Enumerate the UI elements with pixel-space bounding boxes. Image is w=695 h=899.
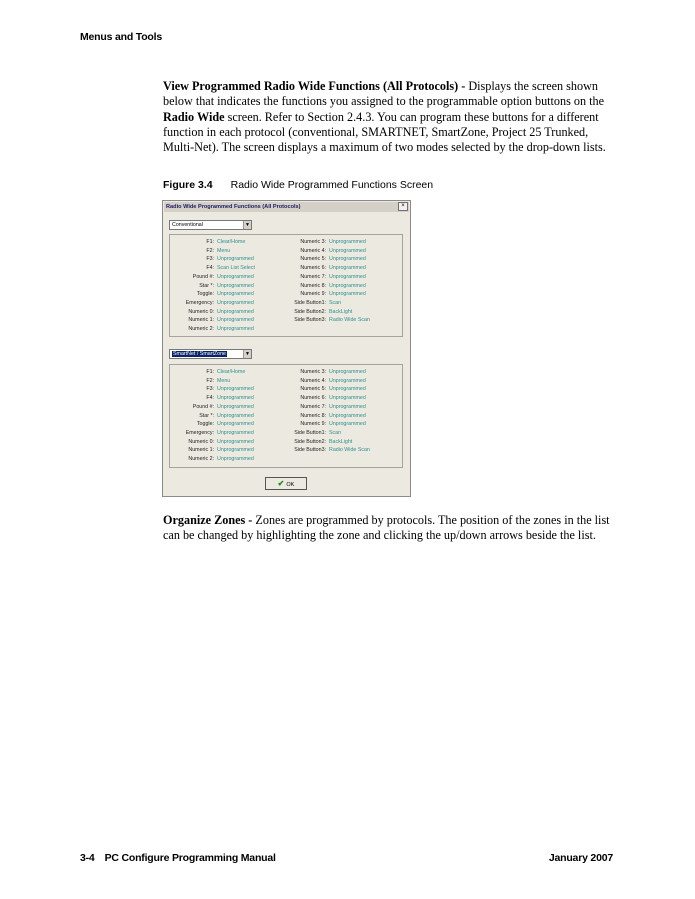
function-value: Unprogrammed [329,386,366,393]
function-label: Emergency: [185,429,214,436]
ok-label: OK [286,482,295,488]
function-label: Toggle: [196,421,214,428]
function-label: Numeric 6: [300,265,326,272]
function-row [172,325,254,333]
function-value: Unprogrammed [217,421,254,428]
function-label: Numeric 4: [300,377,326,384]
function-value: Unprogrammed [217,291,254,298]
function-row [258,412,366,420]
function-label: Numeric 2: [188,326,214,332]
function-row [172,420,254,428]
function-label: Numeric 9: [300,421,326,428]
function-value: Clear/Home [217,239,246,245]
function-value: Unprogrammed [217,403,254,410]
function-row [258,238,366,246]
function-value: Unprogrammed [329,377,366,384]
function-row [258,446,370,454]
function-row [172,308,254,316]
function-value: Unprogrammed [217,429,254,436]
function-row [172,299,254,307]
function-value: Unprogrammed [217,317,254,324]
function-value: Unprogrammed [329,282,366,289]
function-row [258,368,366,376]
function-row [258,299,341,307]
mode-dropdown-value: SmartNet / SmartZone [173,351,226,357]
function-label: Star *: [199,282,214,289]
running-header: Menus and Tools [80,31,162,43]
function-value: Unprogrammed [329,421,366,428]
function-label: Numeric 8: [300,412,326,419]
function-row [172,255,254,263]
function-value: Radio Wide Scan [329,447,370,454]
function-row [172,368,245,376]
function-value: Unprogrammed [329,369,366,375]
page-number: 3-4 [80,852,95,864]
function-row [172,446,254,454]
function-row [172,385,254,393]
function-value: Unprogrammed [217,326,254,332]
function-label: Side Button3: [294,317,326,324]
function-label: Side Button2: [294,438,326,445]
function-row [258,438,352,446]
function-value: Clear/Home [217,369,246,375]
function-row [258,316,370,324]
function-value: Scan List Select [217,265,255,272]
mode-dropdown-2[interactable] [169,349,252,359]
function-value: Unprogrammed [217,456,254,462]
ok-button[interactable] [265,477,307,490]
footer-date: January 2007 [548,852,613,864]
figure-title: Radio Wide Programmed Functions Screen [230,179,434,191]
function-row [258,273,366,281]
function-value: Scan [329,299,342,306]
function-label: F2: [206,377,214,384]
function-value: Unprogrammed [329,291,366,298]
function-label: Numeric 7: [300,273,326,280]
functions-panel-2 [169,364,403,468]
function-value: Radio Wide Scan [329,317,370,324]
function-label: Numeric 9: [300,291,326,298]
function-label: Pound #: [192,403,214,410]
function-row [172,377,230,385]
function-label: Numeric 2: [188,456,214,462]
function-row [172,316,254,324]
functions-panel-1 [169,234,403,337]
paragraph-text: Displays the screen shown below that indicates the functions you assigned to the programmable option buttons on the [163,79,605,109]
checkmark-icon: ✔ [277,479,285,488]
dialog-title: Radio Wide Programmed Functions (All Protocols) [164,202,409,212]
function-row [258,420,366,428]
function-label: Numeric 6: [300,395,326,402]
function-value: Unprogrammed [217,308,254,315]
function-label: F1: [206,369,214,375]
function-value: Unprogrammed [329,256,366,263]
function-value: Unprogrammed [217,395,254,402]
function-row [172,282,254,290]
function-label: Numeric 1: [188,317,214,324]
function-row [258,282,366,290]
figure-number: Figure 3.4 [163,179,213,191]
function-row [172,394,254,402]
function-row [258,403,366,411]
function-label: Numeric 5: [300,386,326,393]
function-value: Unprogrammed [217,386,254,393]
function-value: Unprogrammed [217,256,254,263]
function-row [258,308,352,316]
function-row [258,290,366,298]
function-label: Numeric 3: [300,239,326,245]
footer-left [80,852,276,864]
function-value: BackLight [329,438,353,445]
function-value: Unprogrammed [217,447,254,454]
function-value: Unprogrammed [217,412,254,419]
function-value: Unprogrammed [217,299,254,306]
function-label: Side Button2: [294,308,326,315]
function-value: Unprogrammed [329,412,366,419]
function-label: Numeric 0: [188,438,214,445]
function-value: Unprogrammed [329,403,366,410]
paragraph-organize-zones [163,513,615,544]
function-row [258,394,366,402]
paragraph-text: Zones are programmed by protocols. The position of the zones in the list can be changed by highlighting the zone and clicking the up/down arrows beside the list. [163,513,610,543]
function-row [258,429,341,437]
function-row [172,412,254,420]
function-row [172,273,254,281]
function-row [258,255,366,263]
function-label: F2: [206,247,214,254]
close-button[interactable]: × [398,202,408,211]
function-label: Numeric 5: [300,256,326,263]
mode-dropdown-1[interactable] [169,220,252,230]
function-row [258,247,366,255]
function-label: Numeric 8: [300,282,326,289]
function-row [172,238,245,246]
function-label: Numeric 1: [188,447,214,454]
function-value: Menu [217,247,231,254]
function-row [172,429,254,437]
function-row [172,264,255,272]
function-value: Unprogrammed [329,247,366,254]
figure-caption [163,179,433,191]
function-label: Side Button1: [294,299,326,306]
function-label: F3: [206,386,214,393]
function-label: Side Button1: [294,429,326,436]
function-label: Numeric 3: [300,369,326,375]
function-value: Unprogrammed [329,239,366,245]
function-value: Menu [217,377,231,384]
function-value: Unprogrammed [217,273,254,280]
manual-title: PC Configure Programming Manual [104,852,276,864]
chevron-down-icon[interactable]: ▼ [243,221,251,229]
function-value: Unprogrammed [329,273,366,280]
function-label: Side Button3: [294,447,326,454]
function-label: Numeric 7: [300,403,326,410]
function-label: F4: [206,265,214,272]
function-value: Unprogrammed [217,438,254,445]
function-label: F4: [206,395,214,402]
function-row [172,438,254,446]
function-value: Unprogrammed [329,265,366,272]
function-label: Emergency: [185,299,214,306]
function-value: BackLight [329,308,353,315]
function-row [258,264,366,272]
paragraph-lead: Organize Zones - [163,513,256,527]
function-row [172,403,254,411]
function-value: Unprogrammed [217,282,254,289]
function-label: Star *: [199,412,214,419]
function-label: F1: [206,239,214,245]
function-row [172,290,254,298]
function-label: Numeric 4: [300,247,326,254]
function-label: Pound #: [192,273,214,280]
function-row [172,455,254,463]
function-row [258,377,366,385]
radio-wide-term: Radio Wide [163,109,225,124]
mode-dropdown-value: Conventional [172,222,203,228]
paragraph-text: screen. Refer to Section 2.4.3. You can program these buttons for a different function in each protocol (conventional, SMARTNET, SmartZone, Project 25 Trunked, Multi-Net). The screen displays a maximum of two modes selected by the drop-down lists. [163,109,606,155]
radio-wide-functions-dialog [162,200,411,497]
function-row [172,247,230,255]
function-value: Scan [329,429,342,436]
paragraph-view-programmed [163,79,615,155]
paragraph-lead: View Programmed Radio Wide Functions (All Protocols) - [163,79,469,93]
function-label: F3: [206,256,214,263]
function-row [258,385,366,393]
function-label: Numeric 0: [188,308,214,315]
function-value: Unprogrammed [329,395,366,402]
function-label: Toggle: [196,291,214,298]
chevron-down-icon[interactable]: ▼ [243,350,251,358]
